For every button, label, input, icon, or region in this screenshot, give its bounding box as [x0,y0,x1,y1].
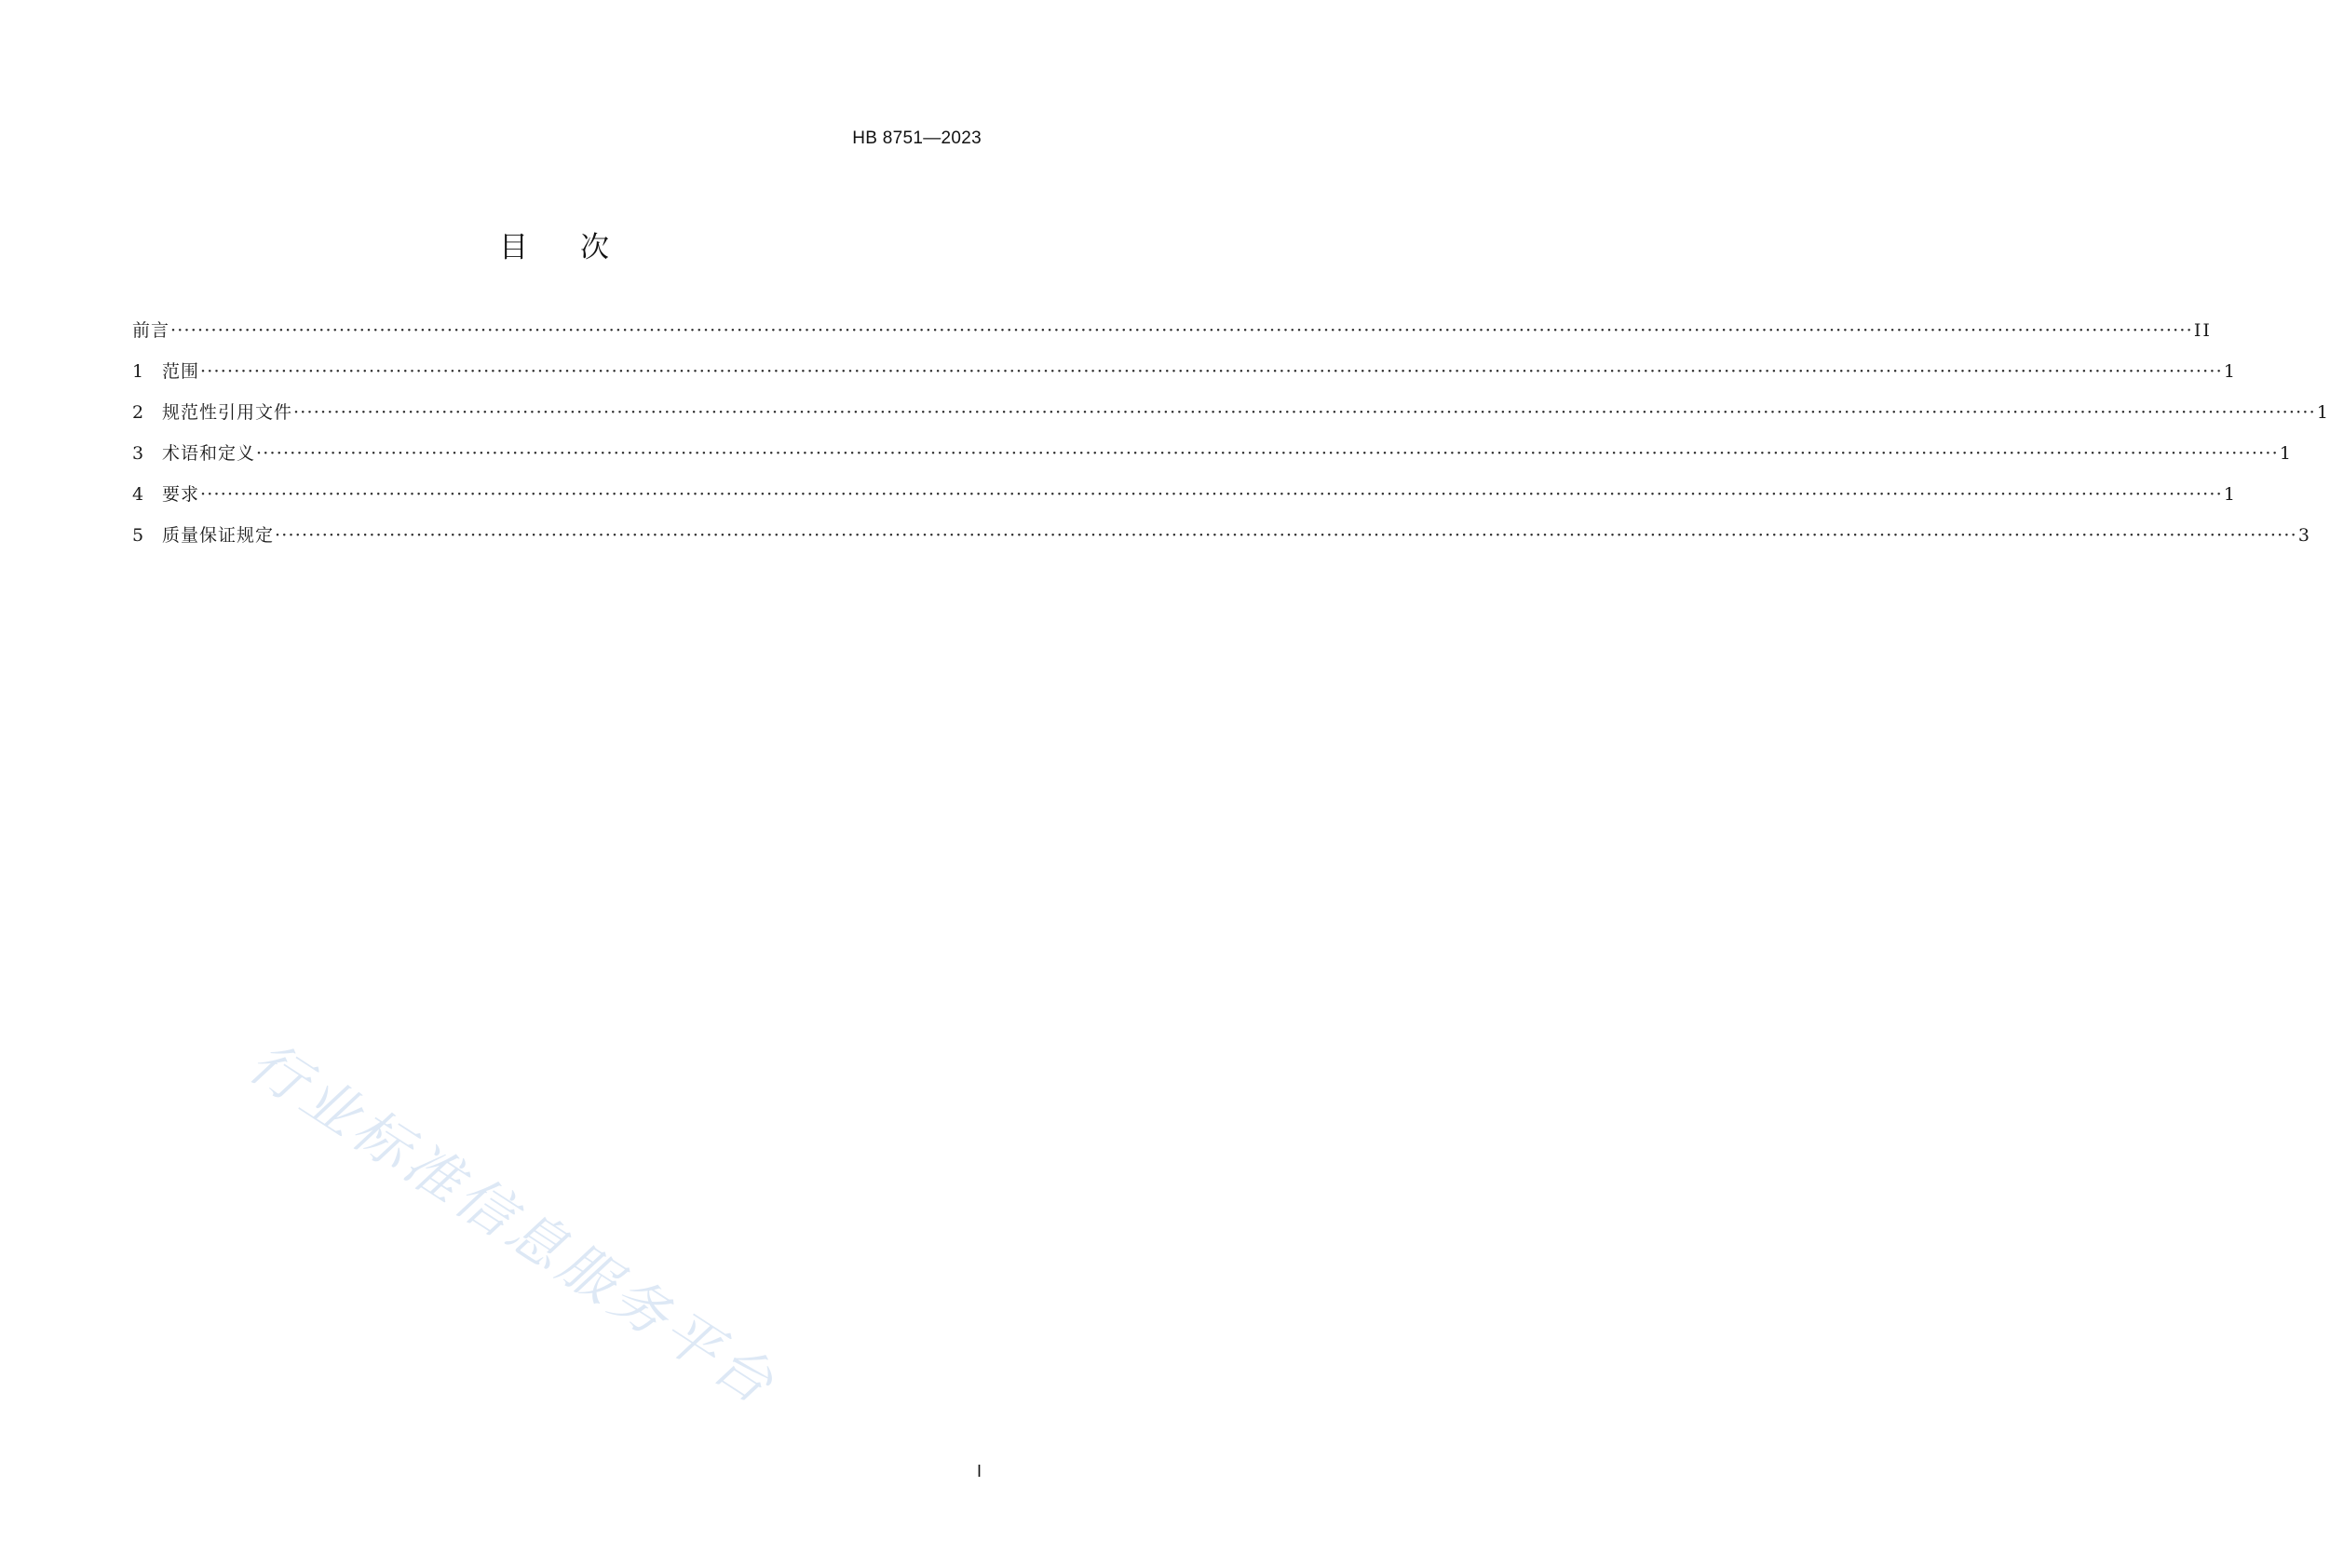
toc-dot-leader: ············································································································································································································································································································ [200,484,2223,505]
toc-entry-label: 质量保证规定 [162,525,275,546]
toc-entry-requirements[interactable] [132,480,2237,521]
page-title-part2: 次 [580,231,609,264]
toc-entry-page: 1 [2279,443,2293,464]
toc-dot-leader: ············································································································································································································································································································ [256,443,2279,464]
standard-code: HB 8751—2023 [852,128,982,148]
toc-entry-number: 4 [132,484,144,505]
watermark: 行业标准信息服务平台 [237,1029,789,1420]
toc-entry-page: 1 [2223,484,2237,505]
toc-dot-leader: ············································································································································································································································································································ [293,402,2316,423]
toc-entry-foreword[interactable] [132,317,2212,358]
table-of-contents [132,317,2330,562]
toc-entry-scope[interactable] [132,358,2237,399]
toc-entry-label: 前言 [132,320,170,341]
toc-entry-number: 5 [132,525,144,546]
toc-entry-page: 3 [2297,525,2311,546]
toc-entry-number: 1 [132,361,144,382]
toc-entry-number: 3 [132,443,144,464]
toc-entry-quality-assurance[interactable] [132,521,2311,562]
toc-dot-leader: ············································································································································································································································································································ [170,320,2193,341]
toc-entry-label: 术语和定义 [162,443,256,464]
toc-entry-page: 1 [2316,402,2330,423]
toc-entry-terms-definitions[interactable] [132,439,2293,480]
toc-entry-page: 1 [2223,361,2237,382]
toc-dot-leader: ············································································································································································································································································································ [275,525,2297,546]
toc-dot-leader: ············································································································································································································································································································ [200,361,2223,382]
toc-entry-normative-references[interactable] [132,399,2330,439]
toc-entry-label: 要求 [162,484,200,505]
toc-entry-label: 范围 [162,361,200,382]
page-number: I [976,1462,982,1480]
page-title [0,223,1108,265]
page-title-part1: 目 [499,231,528,264]
toc-entry-number: 2 [132,402,144,423]
toc-entry-label: 规范性引用文件 [162,402,293,423]
toc-entry-page: II [2193,320,2212,341]
